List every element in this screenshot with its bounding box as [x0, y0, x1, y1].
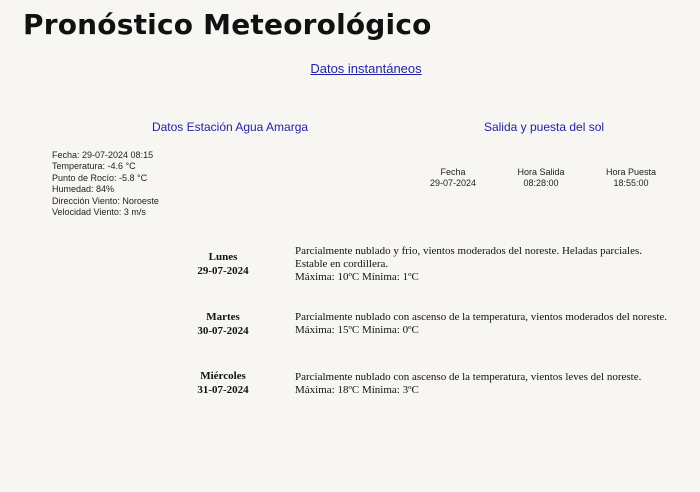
sunset-label: Hora Puesta [605, 167, 657, 177]
forecast-minmax: Máxima: 15ºC Mínima: 0ºC [295, 323, 419, 336]
sunrise-value: 08:28:00 [523, 178, 559, 189]
forecast-day-monday [173, 251, 273, 278]
forecast-day-name: Lunes [208, 251, 238, 263]
station-humidity: Humedad: 84% [52, 184, 115, 195]
station-wind-speed: Velocidad Viento: 3 m/s [52, 207, 146, 218]
forecast-desc-line: Estable en cordillera. [295, 257, 389, 270]
station-data-block [52, 150, 159, 218]
sunset-value: 18:55:00 [613, 178, 649, 189]
forecast-day-date: 31-07-2024 [197, 383, 249, 396]
sunrise-column [501, 167, 581, 190]
forecast-desc-line: Parcialmente nublado con ascenso de la temperatura, vientos leves del noreste. [295, 371, 642, 383]
forecast-desc-tuesday [295, 311, 700, 337]
sun-date-value: 29-07-2024 [429, 178, 477, 189]
page-title: Pronóstico Meteorológico [23, 8, 432, 41]
forecast-day-name: Miércoles [200, 370, 246, 382]
forecast-minmax: Máxima: 18ºC Mínima: 3ºC [295, 383, 419, 396]
sunset-column [591, 167, 671, 190]
forecast-desc-wednesday [295, 371, 700, 397]
instant-data-link[interactable]: Datos instantáneos [310, 61, 422, 76]
station-temperature: Temperatura: -4.6 °C [52, 161, 136, 172]
forecast-day-date: 29-07-2024 [197, 264, 249, 277]
station-dew-point: Punto de Rocío: -5.8 °C [52, 172, 148, 183]
station-date: Fecha: 29-07-2024 08:15 [52, 150, 154, 160]
forecast-day-wednesday [173, 370, 273, 397]
station-wind-direction: Dirección Viento: Noroeste [52, 195, 159, 206]
sun-section-title: Salida y puesta del sol [483, 120, 605, 134]
forecast-desc-monday [295, 245, 700, 283]
sun-date-label: Fecha [440, 167, 466, 177]
forecast-desc-line: Parcialmente nublado y frio, vientos moderados del noreste. Heladas parciales. [295, 245, 642, 257]
forecast-day-tuesday [173, 311, 273, 338]
sun-date-column [413, 167, 493, 190]
sunrise-label: Hora Salida [517, 167, 565, 177]
forecast-day-date: 30-07-2024 [197, 324, 249, 337]
forecast-day-name: Martes [206, 311, 240, 323]
forecast-minmax: Máxima: 10ºC Mínima: 1ºC [295, 270, 419, 283]
forecast-desc-line: Parcialmente nublado con ascenso de la temperatura, vientos moderados del noreste. [295, 311, 668, 323]
station-section-title: Datos Estación Agua Amarga [151, 120, 309, 134]
